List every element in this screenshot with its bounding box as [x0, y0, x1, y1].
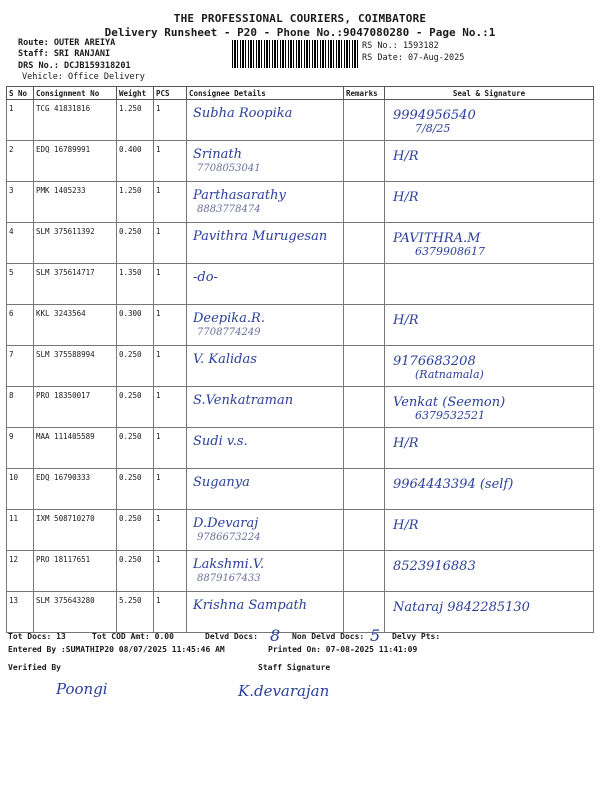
signature-handwritten: Nataraj 9842285130	[393, 600, 530, 615]
table-header-row	[7, 87, 594, 100]
row-consignee-details	[187, 510, 344, 551]
table-row	[7, 510, 594, 551]
table-row	[7, 223, 594, 264]
table-row	[7, 264, 594, 305]
table-row	[7, 100, 594, 141]
row-seal-signature	[385, 510, 594, 551]
row-pcs: 1	[154, 223, 187, 264]
row-sno: 8	[7, 387, 34, 428]
signature-note-handwritten: (Ratnamala)	[415, 368, 484, 381]
column-header: PCS	[154, 87, 187, 100]
verified-signature: Poongi	[56, 680, 108, 698]
consignee-name-handwritten: Pavithra Murugesan	[193, 229, 328, 244]
row-consignee-details	[187, 141, 344, 182]
row-sno: 9	[7, 428, 34, 469]
row-consignee-details	[187, 100, 344, 141]
row-pcs: 1	[154, 264, 187, 305]
table-row	[7, 469, 594, 510]
row-remarks	[344, 510, 385, 551]
consignee-name-handwritten: Parthasarathy	[193, 188, 286, 203]
signature-handwritten: 9994956540	[393, 108, 476, 123]
signature-note-handwritten: 6379908617	[415, 245, 485, 258]
row-weight: 5.250	[117, 592, 154, 633]
row-sno: 12	[7, 551, 34, 592]
row-sno: 3	[7, 182, 34, 223]
signature-handwritten: H/R	[393, 313, 419, 328]
row-consignment-no: SLM 375614717	[34, 264, 117, 305]
row-remarks	[344, 305, 385, 346]
row-pcs: 1	[154, 387, 187, 428]
signature-handwritten: 9176683208	[393, 354, 476, 369]
row-consignment-no: KKL 3243564	[34, 305, 117, 346]
printed-on: Printed On: 07-08-2025 11:41:09	[268, 645, 418, 654]
row-remarks	[344, 100, 385, 141]
runsheet-table	[6, 86, 594, 633]
consignee-name-handwritten: Deepika.R.	[193, 311, 265, 326]
column-header: Remarks	[344, 87, 385, 100]
consignee-name-handwritten: S.Venkatraman	[193, 393, 294, 408]
signature-handwritten: Venkat (Seemon)	[393, 395, 506, 410]
consignee-phone-handwritten: 8883778474	[197, 204, 261, 215]
vehicle-label: Vehicle: Office Delivery	[22, 72, 145, 82]
row-seal-signature	[385, 551, 594, 592]
staff-label: Staff: SRI RANJANI	[18, 49, 111, 59]
row-weight: 0.250	[117, 551, 154, 592]
consignee-name-handwritten: Subha Roopika	[193, 106, 293, 121]
signature-handwritten: 9964443394 (self)	[393, 477, 514, 492]
row-sno: 13	[7, 592, 34, 633]
row-consignee-details	[187, 264, 344, 305]
row-sno: 1	[7, 100, 34, 141]
row-consignment-no: EDQ 16790333	[34, 469, 117, 510]
row-consignee-details	[187, 428, 344, 469]
row-seal-signature	[385, 182, 594, 223]
signature-handwritten: H/R	[393, 436, 419, 451]
row-remarks	[344, 223, 385, 264]
row-remarks	[344, 551, 385, 592]
rs-date-label: RS Date: 07-Aug-2025	[362, 53, 465, 63]
table-row	[7, 592, 594, 633]
row-consignee-details	[187, 305, 344, 346]
row-remarks	[344, 469, 385, 510]
consignee-name-handwritten: Suganya	[193, 475, 250, 490]
row-pcs: 1	[154, 141, 187, 182]
row-seal-signature	[385, 387, 594, 428]
row-pcs: 1	[154, 305, 187, 346]
row-weight: 0.400	[117, 141, 154, 182]
total-docs: Tot Docs: 13	[8, 632, 66, 641]
row-consignment-no: SLM 375611392	[34, 223, 117, 264]
consignee-name-handwritten: Krishna Sampath	[193, 598, 308, 613]
column-header: Weight	[117, 87, 154, 100]
row-consignment-no: PRO 18117651	[34, 551, 117, 592]
table-row	[7, 428, 594, 469]
consignee-name-handwritten: -do-	[193, 270, 218, 285]
row-seal-signature	[385, 346, 594, 387]
row-remarks	[344, 182, 385, 223]
consignee-name-handwritten: V. Kalidas	[193, 352, 257, 367]
signature-handwritten: PAVITHRA.M	[393, 231, 481, 246]
row-weight: 0.250	[117, 346, 154, 387]
row-weight: 0.250	[117, 510, 154, 551]
row-seal-signature	[385, 100, 594, 141]
column-header: S No	[7, 87, 34, 100]
row-remarks	[344, 264, 385, 305]
row-weight: 0.250	[117, 387, 154, 428]
consignee-name-handwritten: Lakshmi.V.	[193, 557, 265, 572]
drs-no-label: DRS No.: DCJB159318201	[18, 61, 131, 71]
row-sno: 4	[7, 223, 34, 264]
row-pcs: 1	[154, 100, 187, 141]
row-sno: 2	[7, 141, 34, 182]
non-delivered-docs-label: Non Delvd Docs:	[292, 632, 365, 641]
row-consignment-no: PMK 1405233	[34, 182, 117, 223]
row-pcs: 1	[154, 346, 187, 387]
row-sno: 11	[7, 510, 34, 551]
table-row	[7, 387, 594, 428]
row-remarks	[344, 387, 385, 428]
signature-note-handwritten: 6379532521	[415, 409, 485, 422]
consignee-phone-handwritten: 7708774249	[197, 327, 261, 338]
non-delivered-docs-handwritten: 5	[370, 626, 381, 645]
consignee-phone-handwritten: 7708053041	[197, 163, 261, 174]
consignee-phone-handwritten: 9786673224	[197, 532, 261, 543]
row-weight: 0.250	[117, 223, 154, 264]
row-seal-signature	[385, 141, 594, 182]
signature-note-handwritten: 7/8/25	[415, 122, 451, 135]
delivered-docs-handwritten: 8	[270, 626, 281, 645]
row-seal-signature	[385, 428, 594, 469]
row-weight: 1.250	[117, 100, 154, 141]
signature-handwritten: H/R	[393, 518, 419, 533]
column-header: Seal & Signature	[385, 87, 594, 100]
row-consignee-details	[187, 387, 344, 428]
route-label: Route: OUTER AREIYA	[18, 38, 116, 48]
company-title: THE PROFESSIONAL COURIERS, COIMBATORE	[173, 12, 427, 25]
row-consignee-details	[187, 551, 344, 592]
row-consignee-details	[187, 469, 344, 510]
row-consignment-no: EDQ 16789991	[34, 141, 117, 182]
consignee-phone-handwritten: 8879167433	[197, 573, 261, 584]
rs-no-label: RS No.: 1593182	[362, 41, 439, 51]
row-consignment-no: SLM 375588994	[34, 346, 117, 387]
signature-handwritten: H/R	[393, 190, 419, 205]
table-row	[7, 551, 594, 592]
staff-signature-label: Staff Signature	[258, 663, 331, 672]
table-row	[7, 346, 594, 387]
total-cod-amount: Tot COD Amt: 0.00	[92, 632, 174, 641]
row-sno: 7	[7, 346, 34, 387]
signature-handwritten: H/R	[393, 149, 419, 164]
staff-signature: K.devarajan	[238, 682, 330, 700]
consignee-name-handwritten: D.Devaraj	[193, 516, 259, 531]
row-pcs: 1	[154, 592, 187, 633]
row-weight: 1.350	[117, 264, 154, 305]
table-row	[7, 305, 594, 346]
row-consignment-no: TCG 41831816	[34, 100, 117, 141]
consignee-name-handwritten: Sudi v.s.	[193, 434, 248, 449]
row-consignee-details	[187, 346, 344, 387]
consignee-name-handwritten: Srinath	[193, 147, 242, 162]
row-pcs: 1	[154, 182, 187, 223]
table-row	[7, 141, 594, 182]
row-pcs: 1	[154, 510, 187, 551]
row-pcs: 1	[154, 428, 187, 469]
signature-handwritten: 8523916883	[393, 559, 476, 574]
row-pcs: 1	[154, 469, 187, 510]
row-sno: 10	[7, 469, 34, 510]
row-weight: 0.300	[117, 305, 154, 346]
row-sno: 6	[7, 305, 34, 346]
row-seal-signature	[385, 469, 594, 510]
row-weight: 0.250	[117, 428, 154, 469]
row-sno: 5	[7, 264, 34, 305]
barcode-image	[232, 40, 358, 68]
row-seal-signature	[385, 592, 594, 633]
delivered-docs-label: Delvd Docs:	[205, 632, 258, 641]
entered-by: Entered By :SUMATHIP20 08/07/2025 11:45:46 AM	[8, 645, 225, 654]
row-remarks	[344, 428, 385, 469]
row-consignment-no: MAA 111405589	[34, 428, 117, 469]
row-consignee-details	[187, 592, 344, 633]
row-seal-signature	[385, 305, 594, 346]
table-row	[7, 182, 594, 223]
row-seal-signature	[385, 223, 594, 264]
runsheet-subtitle: Delivery Runsheet - P20 - Phone No.:9047080280 - Page No.:1	[104, 26, 496, 39]
row-consignment-no: IXM 508710270	[34, 510, 117, 551]
column-header: Consignment No	[34, 87, 117, 100]
row-remarks	[344, 141, 385, 182]
row-consignment-no: SLM 375643280	[34, 592, 117, 633]
row-weight: 0.250	[117, 469, 154, 510]
row-consignee-details	[187, 223, 344, 264]
verified-by-label: Verified By	[8, 663, 61, 672]
row-weight: 1.250	[117, 182, 154, 223]
row-seal-signature	[385, 264, 594, 305]
row-consignee-details	[187, 182, 344, 223]
row-pcs: 1	[154, 551, 187, 592]
row-remarks	[344, 346, 385, 387]
column-header: Consignee Details	[187, 87, 344, 100]
delivery-points-label: Delvy Pts:	[392, 632, 441, 641]
row-consignment-no: PRO 18350017	[34, 387, 117, 428]
